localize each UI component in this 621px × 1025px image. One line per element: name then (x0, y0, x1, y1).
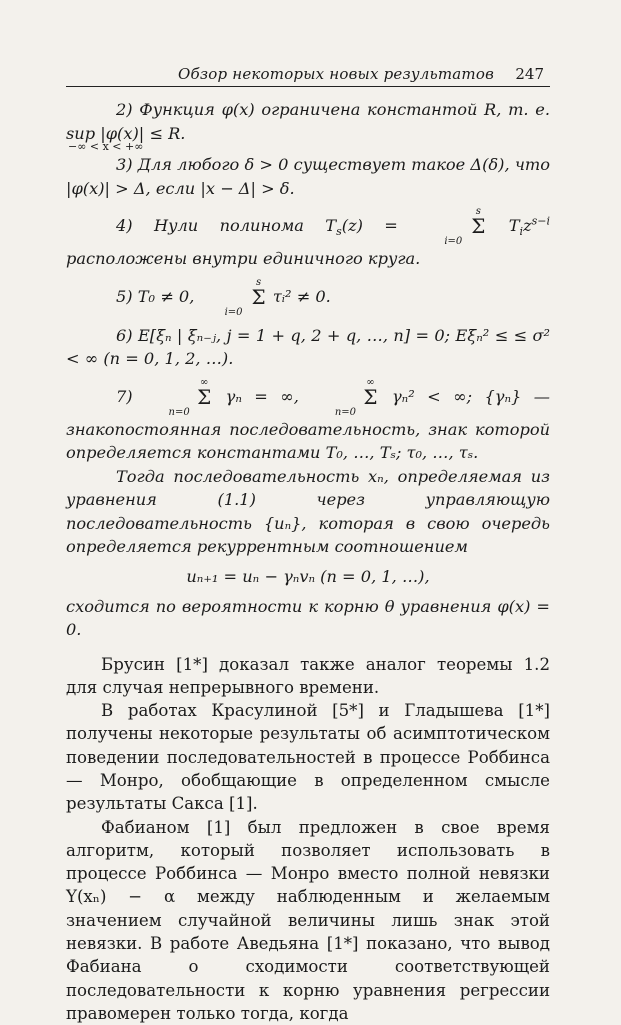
condition-4-term: T (508, 216, 520, 235)
recurrence-formula: uₙ₊₁ = uₙ − γₙvₙ (n = 0, 1, …), (186, 566, 430, 586)
condition-7-start: 7) (116, 386, 133, 406)
sum-upper-limit: ∞ (366, 376, 375, 388)
sum-lower-limit: n=0 (168, 406, 190, 418)
sum-upper-limit: s (256, 276, 262, 288)
condition-5-start: 5) T₀ ≠ 0, (116, 286, 195, 306)
conclusion-end: сходится по вероятности к корню θ уравнения φ(x) = 0. (66, 596, 550, 639)
condition-4-mid: (z) = (341, 216, 398, 235)
paragraph-brusin: Брусин [1*] доказал также аналог теоремы 1.2 для случая непрерывного времени. (66, 654, 550, 697)
sum-symbol: s Σ i=0 (224, 276, 266, 318)
sum-upper-limit: ∞ (199, 376, 209, 388)
condition-4-start: 4) Нули полинома T (116, 216, 337, 235)
sum-symbol: ∞ Σ n=0 (334, 376, 378, 418)
book-page (66, 58, 550, 1025)
sum-symbol: ∞ Σ n=0 (168, 376, 212, 418)
condition-6: 6) E[ξₙ | ξₙ₋ⱼ, j = 1 + q, 2 + q, …, n] = 0; Eξₙ² ≤ ≤ σ² < ∞ (n = 0, 1, 2, …). (66, 325, 550, 368)
paragraph-fabian: Фабианом [1] был предложен в свое время алгоритм, который позволяет использовать в процессе Роббинса — Монро вместо полной невязки Y(xₙ) − α между наблюденным и желаемым значением случайной величины лишь знак этой невязки. В работе Аведьяна [1*] показано, что вывод Фабиана о сходимости соответствующей последовательности к корню уравнения регрессии правомерен только тогда, когда (66, 817, 550, 1023)
page-body (66, 98, 550, 1025)
condition-3: 3) Для любого δ > 0 существует такое Δ(δ), что |φ(x)| > Δ, если |x − Δ| > δ. (66, 155, 550, 198)
condition-7-end: γₙ² < ∞; {γₙ} — знакопостоянная последовательность, знак которой определяется константами T₀, …, Tₛ; τ₀, …, τₛ. (66, 386, 550, 462)
paragraph-krasulina: В работах Красулиной [5*] и Гладышева [1*] получены некоторые результаты об асимптотическом поведении последовательностей в процессе Роббинса — Монро, обобщающие в определенном смысле результаты Сакса [1]. (66, 701, 550, 814)
condition-5 (66, 277, 550, 318)
condition-7 (66, 377, 550, 465)
running-header (66, 58, 550, 87)
condition-4-end: расположены внутри единичного круга. (66, 249, 421, 268)
page-number: 247 (515, 65, 544, 83)
sum-lower-limit: i=0 (444, 236, 463, 247)
running-title: Обзор некоторых новых результатов (178, 65, 494, 83)
sum-lower-limit: n=0 (334, 406, 357, 418)
sum-symbol: s Σ i=0 (444, 206, 486, 247)
condition-5-end: τᵢ² ≠ 0. (272, 286, 331, 306)
conclusion-text: Тогда последовательность xₙ, определяемая из уравнения (1.1) через управляющую последовательность {uₙ}, которая в свою очередь определяется рекуррентным соотношением (66, 466, 550, 556)
sum-upper-limit: s (475, 206, 481, 217)
condition-2: 2) Функция φ(x) ограничена константой R, т. е. sup |φ(x)| ≤ R. (66, 100, 550, 143)
sup-subscript: −∞ < x < +∞ (68, 140, 144, 153)
condition-4: 4) Нули полинома $T_s(z) = s$ Σ i=0 $T_iz^{s-i}$ расположены внутри единичного круга. (66, 206, 550, 268)
sum-lower-limit: i=0 (224, 306, 243, 318)
condition-7-mid: γₙ = ∞, (225, 386, 299, 406)
